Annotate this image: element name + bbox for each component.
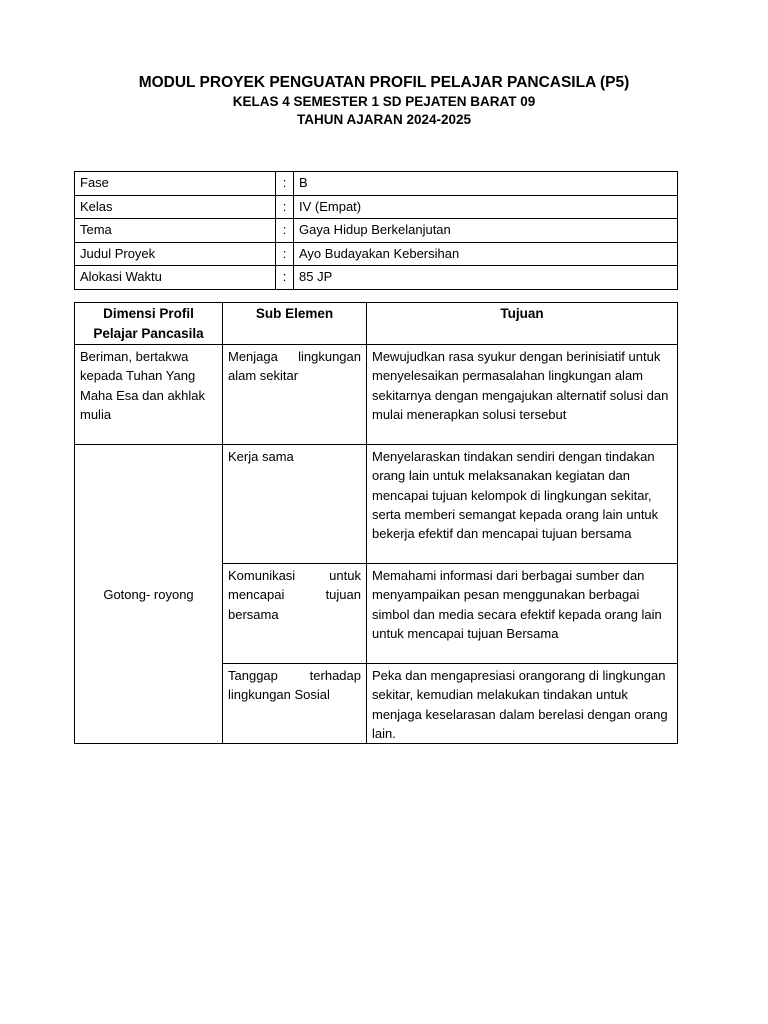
info-value: B: [294, 172, 678, 196]
sub-elemen-cell: Menjaga lingkungan alam sekitar: [223, 345, 367, 445]
sub-elemen-cell: Komunikasi untuk mencapai tujuan bersama: [223, 564, 367, 664]
info-label: Fase: [75, 172, 276, 196]
header-sub-elemen: Sub Elemen: [223, 303, 367, 345]
info-value: Gaya Hidup Berkelanjutan: [294, 219, 678, 243]
tujuan-cell: Memahami informasi dari berbagai sumber dan menyampaikan pesan menggunakan berbagai simbol dan media secara efektif kepada orang lain untuk mencapai tujuan Bersama: [367, 564, 678, 664]
sub-elemen-cell: Tanggap terhadap lingkungan Sosial: [223, 664, 367, 744]
info-value: Ayo Budayakan Kebersihan: [294, 242, 678, 266]
academic-year: TAHUN AJARAN 2024-2025: [296, 112, 472, 127]
sub-elemen-cell: Kerja sama: [223, 445, 367, 564]
info-label: Alokasi Waktu: [75, 266, 276, 290]
info-value: IV (Empat): [294, 195, 678, 219]
dimensi-cell: Gotong- royong: [75, 445, 223, 744]
document-subtitle: KELAS 4 SEMESTER 1 SD PEJATEN BARAT 09: [232, 94, 536, 109]
info-label: Tema: [75, 219, 276, 243]
header-dimensi: Dimensi Profil Pelajar Pancasila: [75, 303, 223, 345]
info-row-alokasi-waktu: [75, 266, 678, 290]
info-separator: :: [276, 195, 294, 219]
profile-header-row: [75, 303, 678, 345]
info-row-fase: [75, 172, 678, 196]
profile-table: [74, 302, 678, 744]
info-row-judul-proyek: [75, 242, 678, 266]
info-label: Kelas: [75, 195, 276, 219]
info-separator: :: [276, 219, 294, 243]
document-header: [0, 73, 768, 129]
info-separator: :: [276, 242, 294, 266]
header-tujuan: Tujuan: [367, 303, 678, 345]
tujuan-cell: Mewujudkan rasa syukur dengan berinisiatif untuk menyelesaikan permasalahan lingkungan alam sekitarnya dengan mengajukan alternatif solusi dan mulai menerapkan solusi tersebut: [367, 345, 678, 445]
info-row-tema: [75, 219, 678, 243]
table-row: [75, 445, 678, 564]
info-label: Judul Proyek: [75, 242, 276, 266]
info-table: [74, 171, 678, 290]
dimensi-cell: Beriman, bertakwa kepada Tuhan Yang Maha Esa dan akhlak mulia: [75, 345, 223, 445]
tujuan-cell: Menyelaraskan tindakan sendiri dengan tindakan orang lain untuk melaksanakan kegiatan dan mencapai tujuan kelompok di lingkungan sekitar, serta memberi semangat kepada orang lain untuk bekerja efektif dan mencapai tujuan bersama: [367, 445, 678, 564]
info-row-kelas: [75, 195, 678, 219]
info-separator: :: [276, 172, 294, 196]
info-separator: :: [276, 266, 294, 290]
tujuan-cell: Peka dan mengapresiasi orangorang di lingkungan sekitar, kemudian melakukan tindakan untuk menjaga keselarasan dalam berelasi dengan orang lain.: [367, 664, 678, 744]
table-row: [75, 345, 678, 445]
document-title: MODUL PROYEK PENGUATAN PROFIL PELAJAR PANCASILA (P5): [138, 74, 630, 91]
info-value: 85 JP: [294, 266, 678, 290]
